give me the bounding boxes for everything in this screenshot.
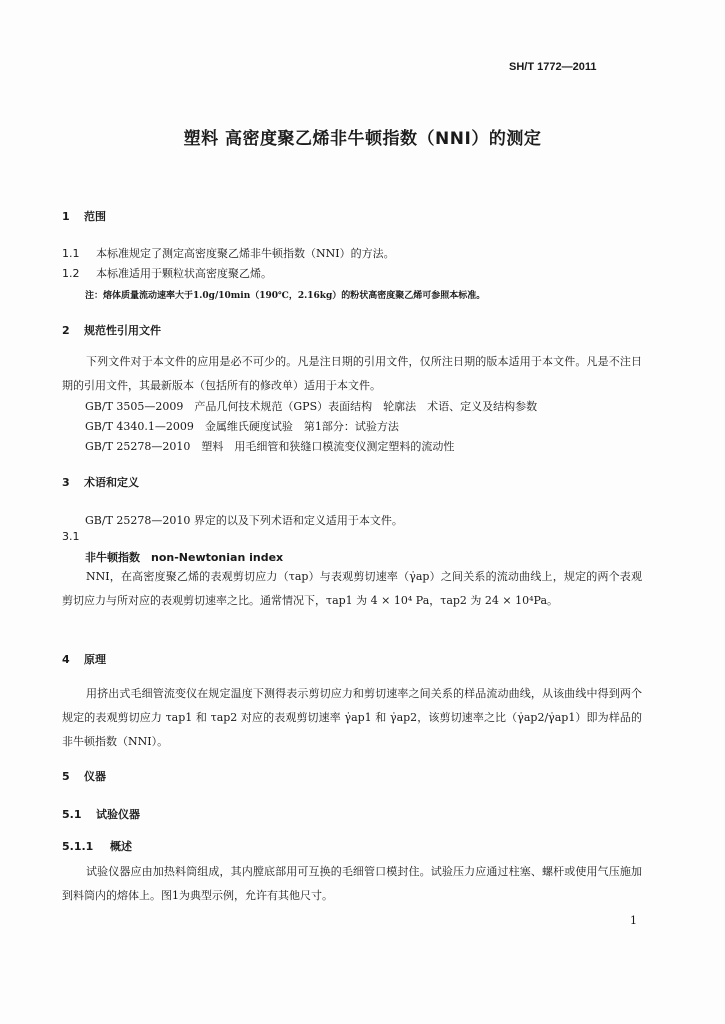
scope-note: 注：熔体质量流动速率大于1.0g/10min（190℃，2.16kg）的粉状高密度聚乙烯可参照本标准。 [85, 291, 486, 301]
apparatus-text: 试验仪器应由加热料筒组成，其内膛底部用可互换的毛细管口模封住。试验压力应通过柱塞、螺杆或使用气压施加到料筒内的熔体上。图1为典型示例，允许有其他尺寸。 [62, 865, 642, 902]
section-number: 5 [62, 770, 70, 783]
section-title: 术语和定义 [84, 476, 139, 489]
section-title: 范围 [84, 210, 106, 223]
clause-number: 5.1.1 [62, 840, 94, 853]
section-1-heading [62, 208, 106, 224]
section-number: 2 [62, 324, 70, 337]
term-name: 非牛顿指数 non-Newtonian index [85, 551, 284, 564]
page-number: 1 [630, 914, 637, 927]
standard-code: SH/T 1772—2011 [509, 61, 597, 73]
section-title: 规范性引用文件 [84, 324, 161, 337]
clause-3-1-number: 3.1 [62, 530, 80, 543]
clause-number: 1.2 [62, 267, 80, 280]
clause-number: 5.1 [62, 808, 82, 821]
clause-5-1-1 [62, 838, 132, 854]
reference-item: GB/T 4340.1—2009 金属维氏硬度试验 第1部分：试验方法 [85, 420, 399, 433]
terms-intro: GB/T 25278—2010 界定的以及下列术语和定义适用于本文件。 [85, 514, 403, 527]
clause-title: 试验仪器 [96, 808, 140, 821]
clause-text: 本标准规定了测定高密度聚乙烯非牛顿指数（NNI）的方法。 [96, 247, 395, 260]
section-number: 4 [62, 653, 70, 666]
term-definition: NNI，在高密度聚乙烯的表观剪切应力（τap）与表观剪切速率（γ̇ap）之间关系的流动曲线上，规定的两个表观剪切应力与所对应的表观剪切速率之比。通常情况下，τap1 为 4 × 10⁴ Pa，τap2 为 24 × 10⁴Pa。 [62, 570, 642, 607]
section-title: 仪器 [84, 770, 106, 783]
principle-text: 用挤出式毛细管流变仪在规定温度下测得表示剪切应力和剪切速率之间关系的样品流动曲线，从该曲线中得到两个规定的表观剪切应力 τap1 和 τap2 对应的表观剪切速率 γ̇ap1 和 γ̇ap2，该剪切速率之比（γ̇ap2/γ̇ap1）即为样品的非牛顿指数（NNI）。 [62, 687, 642, 748]
clause-text: 本标准适用于颗粒状高密度聚乙烯。 [96, 267, 272, 280]
clause-title: 概述 [110, 840, 132, 853]
section-number: 1 [62, 210, 70, 223]
references-intro: 下列文件对于本文件的应用是必不可少的。凡是注日期的引用文件，仅所注日期的版本适用于本文件。凡是不注日期的引用文件，其最新版本（包括所有的修改单）适用于本文件。 [62, 355, 642, 392]
section-number: 3 [62, 476, 70, 489]
reference-item: GB/T 3505—2009 产品几何技术规范（GPS）表面结构 轮廓法 术语、定义及结构参数 [85, 400, 538, 413]
section-4-heading [62, 651, 106, 667]
section-2-heading [62, 322, 161, 338]
section-5-heading [62, 768, 106, 784]
clause-1-2 [62, 265, 272, 281]
reference-item: GB/T 25278—2010 塑料 用毛细管和狭缝口模流变仪测定塑料的流动性 [85, 440, 455, 453]
document-title: 塑料 高密度聚乙烯非牛顿指数（NNI）的测定 [183, 129, 542, 149]
clause-1-1 [62, 245, 395, 261]
clause-5-1 [62, 806, 140, 822]
section-title: 原理 [84, 653, 106, 666]
section-3-heading [62, 474, 139, 490]
clause-number: 1.1 [62, 247, 80, 260]
